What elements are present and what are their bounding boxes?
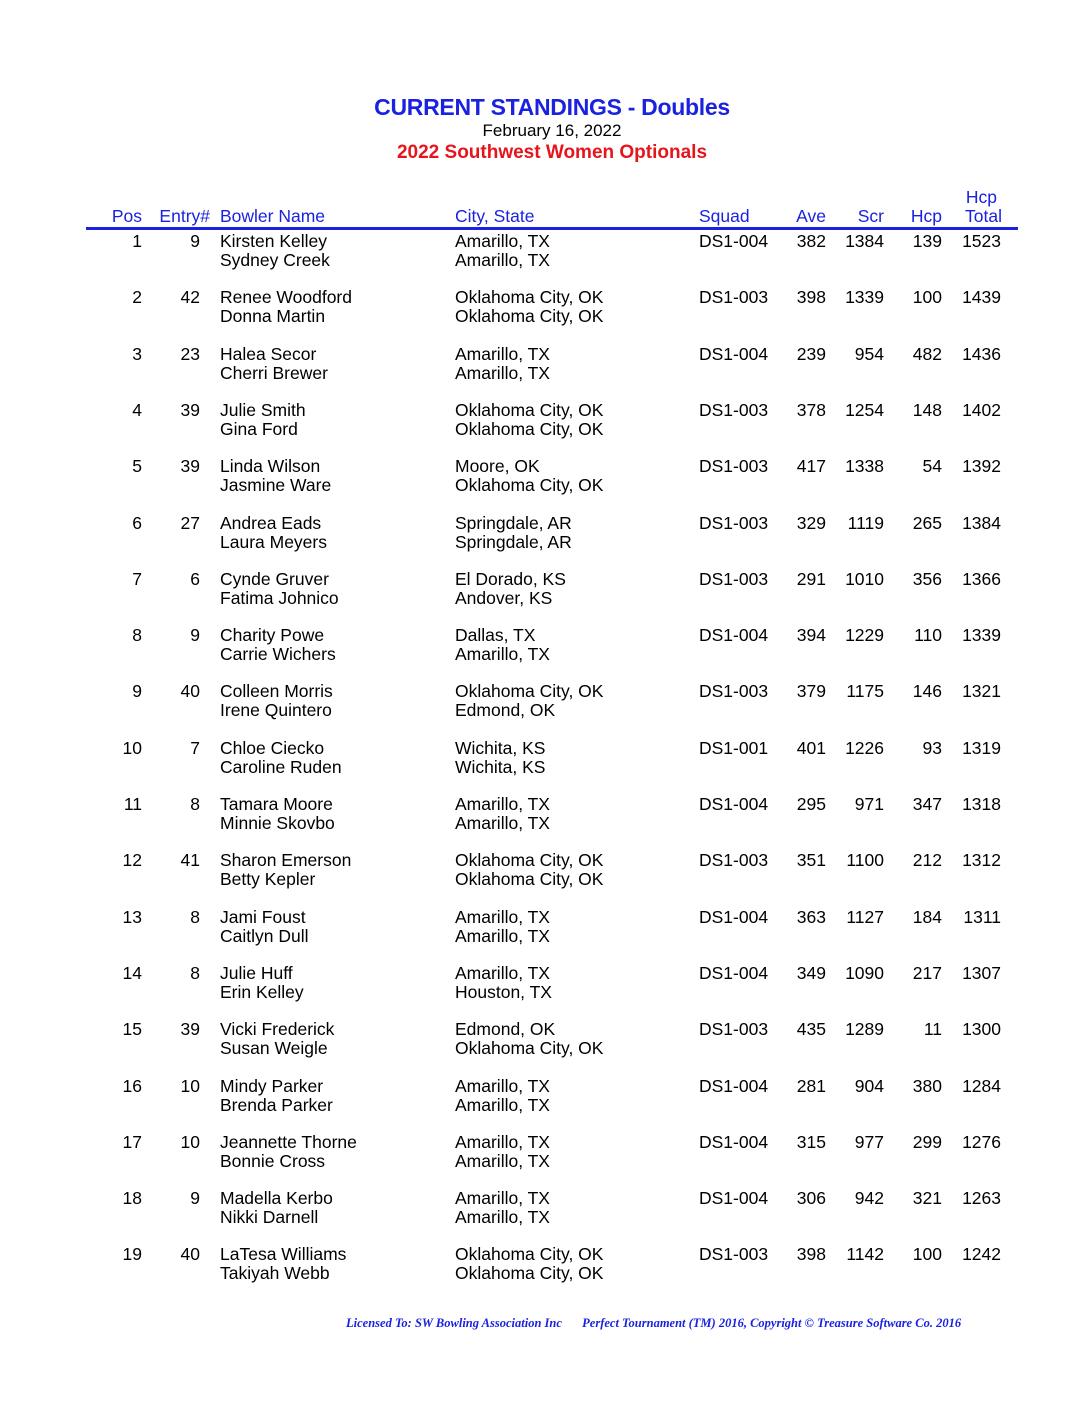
cell-total: 1284 [962, 1075, 1001, 1096]
cell-scr: 1226 [845, 737, 884, 758]
cell-pos: 18 [122, 1188, 142, 1209]
cell-total: 1366 [962, 568, 1001, 589]
cell-hcp: 110 [914, 625, 942, 646]
cell-bowler-1: Sharon Emerson [220, 850, 352, 871]
footer-license: Licensed To: SW Bowling Association Inc [346, 1316, 562, 1330]
cell-ave: 398 [796, 1244, 826, 1265]
cell-total: 1319 [962, 737, 1001, 758]
table-row [0, 345, 1088, 389]
cell-total: 1307 [962, 962, 1001, 983]
cell-hcp: 184 [912, 906, 942, 927]
cell-ave: 291 [796, 568, 826, 589]
cell-entry: 8 [190, 962, 200, 983]
col-header-total: Total [965, 206, 1002, 226]
cell-scr: 1127 [846, 906, 884, 927]
cell-entry: 27 [180, 512, 200, 533]
cell-bowler-2: Cherri Brewer [220, 362, 328, 383]
cell-squad: DS1-003 [699, 568, 769, 589]
table-row [0, 739, 1088, 783]
cell-city-2: Amarillo, TX [455, 925, 550, 946]
cell-squad: DS1-001 [699, 737, 769, 758]
table-row [0, 401, 1088, 445]
cell-bowler-2: Irene Quintero [220, 700, 332, 721]
cell-city-2: Amarillo, TX [455, 1094, 550, 1115]
cell-hcp: 212 [912, 850, 942, 871]
cell-ave: 281 [796, 1075, 826, 1096]
cell-hcp: 139 [912, 231, 942, 251]
cell-entry: 8 [190, 794, 200, 814]
cell-entry: 39 [180, 1019, 200, 1040]
table-row [0, 851, 1088, 895]
cell-pos: 19 [122, 1244, 142, 1265]
cell-squad: DS1-003 [699, 287, 769, 308]
cell-squad: DS1-004 [699, 231, 769, 251]
cell-scr: 1338 [845, 456, 884, 477]
cell-ave: 394 [796, 625, 826, 646]
cell-bowler-1: Charity Powe [220, 625, 325, 646]
cell-pos: 9 [132, 681, 142, 702]
cell-bowler-2: Takiyah Webb [220, 1263, 330, 1284]
col-header-squad: Squad [699, 206, 750, 226]
cell-city-1: Dallas, TX [455, 625, 536, 646]
table-row [0, 964, 1088, 1008]
cell-ave: 351 [796, 850, 826, 871]
cell-bowler-1: Jami Foust [220, 906, 306, 927]
cell-city-2: Oklahoma City, OK [455, 306, 604, 327]
cell-ave: 306 [796, 1188, 826, 1209]
cell-total: 1311 [963, 906, 1001, 927]
cell-ave: 379 [796, 681, 826, 702]
cell-entry: 10 [180, 1075, 200, 1096]
cell-city-1: Oklahoma City, OK [455, 681, 604, 702]
cell-hcp: 54 [922, 456, 942, 477]
cell-bowler-1: Andrea Eads [220, 512, 322, 533]
cell-squad: DS1-003 [699, 456, 769, 477]
cell-city-1: Oklahoma City, OK [455, 399, 604, 420]
cell-city-1: Amarillo, TX [455, 794, 550, 814]
cell-bowler-1: Colleen Morris [220, 681, 333, 702]
cell-scr: 971 [854, 794, 884, 814]
cell-bowler-1: Cynde Gruver [220, 568, 329, 589]
cell-pos: 5 [132, 456, 142, 477]
cell-city-1: Amarillo, TX [455, 231, 550, 251]
cell-ave: 435 [796, 1019, 826, 1040]
cell-hcp: 380 [912, 1075, 942, 1096]
cell-squad: DS1-004 [699, 906, 769, 927]
cell-entry: 41 [180, 850, 200, 871]
cell-pos: 15 [122, 1019, 142, 1040]
cell-bowler-2: Donna Martin [220, 306, 326, 327]
cell-squad: DS1-004 [699, 1188, 769, 1209]
cell-city-2: Amarillo, TX [455, 644, 550, 665]
report-date: February 16, 2022 [482, 121, 622, 140]
cell-hcp: 93 [922, 737, 942, 758]
cell-scr: 1100 [846, 850, 884, 871]
cell-city-1: Moore, OK [455, 456, 540, 477]
cell-ave: 349 [796, 962, 826, 983]
cell-city-1: Oklahoma City, OK [455, 287, 604, 308]
cell-hcp: 148 [912, 399, 942, 420]
cell-bowler-2: Caroline Ruden [220, 756, 342, 777]
cell-total: 1263 [962, 1188, 1001, 1209]
cell-pos: 7 [132, 568, 142, 589]
col-header-total-top: Hcp [965, 187, 997, 207]
cell-entry: 23 [180, 343, 200, 364]
cell-city-2: Oklahoma City, OK [455, 475, 604, 496]
cell-squad: DS1-003 [699, 399, 769, 420]
table-row [0, 514, 1088, 558]
cell-entry: 42 [180, 287, 200, 308]
cell-hcp: 100 [912, 1244, 942, 1265]
cell-squad: DS1-003 [699, 1019, 769, 1040]
cell-bowler-2: Nikki Darnell [220, 1207, 319, 1228]
cell-entry: 9 [190, 231, 200, 251]
cell-bowler-1: Julie Smith [220, 399, 306, 420]
cell-city-1: Amarillo, TX [455, 906, 550, 927]
cell-squad: DS1-004 [699, 794, 769, 814]
cell-scr: 1339 [845, 287, 884, 308]
cell-bowler-1: LaTesa Williams [220, 1244, 347, 1265]
cell-hcp: 217 [912, 962, 942, 983]
cell-total: 1242 [962, 1244, 1001, 1265]
cell-bowler-1: Chloe Ciecko [220, 737, 325, 758]
cell-entry: 39 [180, 399, 200, 420]
cell-ave: 363 [796, 906, 826, 927]
cell-entry: 9 [190, 625, 200, 646]
cell-scr: 1142 [846, 1244, 884, 1265]
table-row [0, 288, 1088, 332]
cell-bowler-2: Betty Kepler [220, 869, 316, 890]
cell-scr: 1254 [845, 399, 884, 420]
cell-entry: 9 [190, 1188, 200, 1209]
cell-pos: 4 [132, 399, 142, 420]
cell-hcp: 146 [912, 681, 942, 702]
cell-city-2: Amarillo, TX [455, 250, 550, 270]
table-row [0, 1020, 1088, 1064]
event-name: 2022 Southwest Women Optionals [396, 142, 708, 163]
table-row [0, 1245, 1088, 1289]
cell-pos: 8 [132, 625, 142, 646]
cell-total: 1312 [962, 850, 1001, 871]
cell-hcp: 347 [912, 794, 942, 814]
table-row [0, 570, 1088, 614]
report-title: CURRENT STANDINGS - Doubles [374, 94, 730, 120]
cell-pos: 6 [132, 512, 142, 533]
cell-total: 1384 [962, 512, 1001, 533]
cell-pos: 2 [132, 287, 142, 308]
cell-hcp: 321 [912, 1188, 942, 1209]
cell-pos: 12 [122, 850, 142, 871]
cell-city-1: Edmond, OK [455, 1019, 556, 1040]
cell-scr: 1119 [847, 512, 884, 533]
cell-ave: 398 [796, 287, 826, 308]
cell-pos: 11 [123, 794, 142, 814]
cell-entry: 8 [190, 906, 200, 927]
cell-squad: DS1-003 [699, 512, 769, 533]
cell-scr: 904 [854, 1075, 884, 1096]
cell-bowler-2: Laura Meyers [220, 531, 327, 552]
cell-city-2: Andover, KS [455, 587, 553, 608]
cell-bowler-1: Vicki Frederick [220, 1019, 335, 1040]
cell-ave: 315 [796, 1131, 826, 1152]
col-header-ave: Ave [796, 206, 826, 226]
cell-city-2: Oklahoma City, OK [455, 869, 604, 890]
cell-bowler-2: Fatima Johnico [220, 587, 339, 608]
cell-city-2: Amarillo, TX [455, 362, 550, 383]
cell-squad: DS1-003 [699, 850, 769, 871]
cell-squad: DS1-004 [699, 962, 769, 983]
cell-total: 1339 [962, 625, 1001, 646]
cell-hcp: 100 [912, 287, 942, 308]
cell-city-2: Amarillo, TX [455, 1150, 550, 1171]
col-header-pos: Pos [111, 206, 142, 226]
cell-city-2: Edmond, OK [455, 700, 556, 721]
col-header-bowler: Bowler Name [220, 206, 326, 226]
cell-pos: 1 [132, 231, 142, 251]
cell-squad: DS1-003 [699, 681, 769, 702]
cell-pos: 13 [122, 906, 142, 927]
cell-total: 1300 [962, 1019, 1001, 1040]
cell-entry: 40 [180, 1244, 200, 1265]
cell-hcp: 356 [912, 568, 942, 589]
cell-bowler-1: Linda Wilson [220, 456, 321, 477]
cell-total: 1523 [962, 231, 1001, 251]
cell-bowler-1: Renee Woodford [220, 287, 352, 308]
cell-bowler-2: Susan Weigle [220, 1038, 328, 1059]
cell-scr: 942 [854, 1188, 884, 1209]
cell-total: 1318 [962, 794, 1001, 814]
cell-squad: DS1-004 [699, 1075, 769, 1096]
cell-bowler-1: Tamara Moore [220, 794, 333, 814]
cell-total: 1439 [962, 287, 1001, 308]
cell-bowler-1: Mindy Parker [220, 1075, 324, 1096]
col-header-entry: Entry# [159, 206, 210, 226]
cell-city-2: Amarillo, TX [455, 813, 550, 833]
cell-bowler-1: Kirsten Kelley [220, 231, 327, 251]
cell-bowler-2: Sydney Creek [220, 250, 330, 270]
cell-bowler-1: Halea Secor [220, 343, 317, 364]
cell-bowler-2: Erin Kelley [220, 981, 304, 1002]
table-row [0, 795, 1088, 839]
cell-entry: 6 [190, 568, 200, 589]
cell-city-1: Amarillo, TX [455, 1075, 550, 1096]
cell-bowler-1: Madella Kerbo [220, 1188, 333, 1209]
col-header-hcp: Hcp [910, 206, 942, 226]
cell-squad: DS1-004 [699, 625, 769, 646]
cell-ave: 382 [796, 231, 826, 251]
cell-bowler-2: Minnie Skovbo [220, 813, 335, 833]
cell-bowler-2: Gina Ford [220, 418, 298, 439]
cell-city-2: Wichita, KS [455, 756, 546, 777]
cell-city-2: Oklahoma City, OK [455, 1263, 604, 1284]
cell-hcp: 482 [912, 343, 942, 364]
cell-city-1: Amarillo, TX [455, 1188, 550, 1209]
cell-bowler-2: Brenda Parker [220, 1094, 333, 1115]
col-header-city: City, State [455, 206, 535, 226]
cell-total: 1392 [962, 456, 1001, 477]
cell-hcp: 11 [923, 1019, 942, 1040]
footer-copyright: Perfect Tournament (TM) 2016, Copyright © Treasure Software Co. 2016 [582, 1316, 962, 1330]
cell-total: 1321 [962, 681, 1001, 702]
cell-scr: 977 [854, 1131, 884, 1152]
table-row [0, 682, 1088, 726]
cell-city-2: Oklahoma City, OK [455, 1038, 604, 1059]
cell-city-1: Amarillo, TX [455, 962, 550, 983]
cell-ave: 239 [796, 343, 826, 364]
cell-city-2: Oklahoma City, OK [455, 418, 604, 439]
cell-scr: 1010 [845, 568, 884, 589]
cell-bowler-1: Julie Huff [220, 962, 293, 983]
cell-scr: 1289 [845, 1019, 884, 1040]
cell-bowler-2: Bonnie Cross [220, 1150, 326, 1171]
cell-squad: DS1-003 [699, 1244, 769, 1265]
cell-bowler-2: Carrie Wichers [220, 644, 336, 665]
cell-scr: 1090 [845, 962, 884, 983]
cell-total: 1436 [962, 343, 1001, 364]
cell-hcp: 265 [912, 512, 942, 533]
cell-ave: 417 [796, 456, 826, 477]
cell-city-1: Amarillo, TX [455, 343, 550, 364]
table-row [0, 1133, 1088, 1177]
cell-pos: 17 [122, 1131, 142, 1152]
cell-city-1: Wichita, KS [455, 737, 546, 758]
col-header-scr: Scr [857, 206, 884, 226]
cell-city-1: Amarillo, TX [455, 1131, 550, 1152]
cell-bowler-2: Jasmine Ware [220, 475, 332, 496]
table-row [0, 457, 1088, 501]
table-row [0, 908, 1088, 952]
cell-entry: 39 [180, 456, 200, 477]
cell-total: 1276 [962, 1131, 1001, 1152]
cell-city-1: Oklahoma City, OK [455, 1244, 604, 1265]
cell-ave: 295 [796, 794, 826, 814]
cell-scr: 1384 [845, 231, 884, 251]
cell-ave: 329 [796, 512, 826, 533]
cell-pos: 14 [122, 962, 142, 983]
cell-entry: 7 [190, 737, 200, 758]
cell-city-2: Springdale, AR [455, 531, 572, 552]
cell-pos: 10 [122, 737, 142, 758]
cell-squad: DS1-004 [699, 1131, 769, 1152]
cell-city-2: Houston, TX [455, 981, 552, 1002]
footer [346, 1316, 961, 1331]
cell-total: 1402 [962, 399, 1001, 420]
cell-scr: 1229 [845, 625, 884, 646]
cell-city-1: Springdale, AR [455, 512, 572, 533]
cell-ave: 378 [796, 399, 826, 420]
cell-bowler-1: Jeannette Thorne [220, 1131, 357, 1152]
table-row [0, 1077, 1088, 1121]
table-row [0, 626, 1088, 670]
cell-hcp: 299 [912, 1131, 942, 1152]
cell-pos: 3 [132, 343, 142, 364]
cell-entry: 10 [180, 1131, 200, 1152]
cell-ave: 401 [796, 737, 826, 758]
cell-city-2: Amarillo, TX [455, 1207, 550, 1228]
table-row [0, 1189, 1088, 1233]
cell-scr: 954 [854, 343, 884, 364]
cell-entry: 40 [180, 681, 200, 702]
cell-city-1: El Dorado, KS [455, 568, 566, 589]
cell-scr: 1175 [846, 681, 884, 702]
cell-city-1: Oklahoma City, OK [455, 850, 604, 871]
cell-squad: DS1-004 [699, 343, 769, 364]
table-row [0, 232, 1088, 276]
cell-bowler-2: Caitlyn Dull [220, 925, 309, 946]
cell-pos: 16 [122, 1075, 142, 1096]
